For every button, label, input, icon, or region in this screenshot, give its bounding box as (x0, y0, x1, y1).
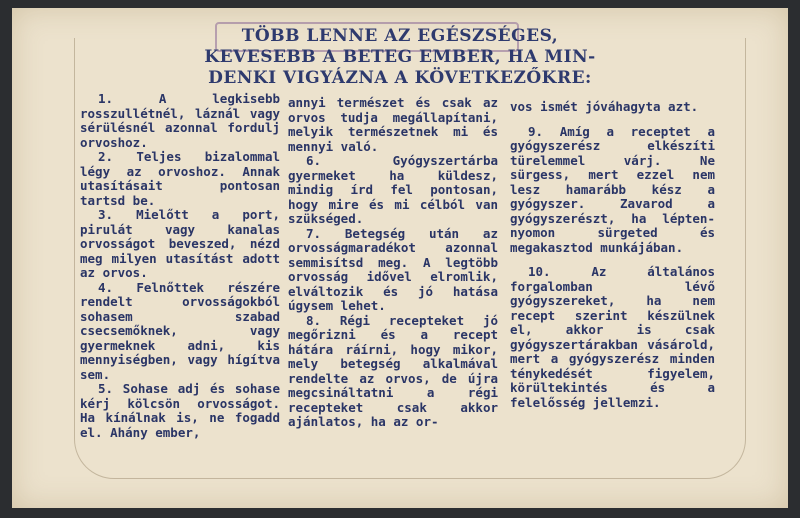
rule-4: 4. Felnőttek részére rendelt orvosságokból sohasem szabad csecsemőknek, vagy gyermeknek adni, kis mennyiségben, vagy hígítva sem. (80, 279, 280, 382)
page-title (150, 26, 650, 89)
rule-2: 2. Teljes bizalommal légy az orvoshoz. Annak utasításait pontosan tartsd be. (80, 149, 280, 208)
title-line-2: KEVESEBB A BETEG EMBER, HA MIN- (204, 47, 596, 67)
rule-5-continued: annyi természet és csak az orvos tudja megállapítani, melyik természetnek mi és mennyi való. (288, 95, 498, 154)
rule-8-continued: vos ismét jóváhagyta azt. (510, 99, 699, 114)
rule-6: 6. Gyógyszertárba gyermeket ha küldesz, mindig írd fel pontosan, hogy mire és mi célból van szükséged. (288, 153, 498, 226)
rule-1: 1. A legkisebb rosszullétnél, láznál vagy sérülésnél azonnal fordulj orvoshoz. (80, 91, 280, 150)
text-column-3 (510, 100, 715, 410)
rule-5: 5. Sohase adj és sohase kérj kölcsön orvosságot. Ha kínálnak is, ne fogadd el. Ahány ember, (80, 381, 280, 440)
rule-3: 3. Mielőtt a port, pirulát vagy kanalas orvosságot beveszed, nézd meg milyen utasítást adott az orvos. (80, 207, 280, 280)
rule-7: 7. Betegség után az orvosságmaradékot azonnal semmisítsd meg. A legtöbb orvosság idővel elromlik, elváltozik és jó hatása úgysem lehet. (288, 225, 498, 313)
text-column-2 (288, 96, 498, 430)
title-line-1: TÖBB LENNE AZ EGÉSZSÉGES, (241, 26, 559, 46)
title-line-3: DENKI VIGYÁZNA A KÖVETKEZŐKRE: (208, 68, 592, 88)
rule-8: 8. Régi recepteket jó megőrizni és a recept hátára ráírni, hogy mikor, mely betegség alkalmával rendelte az orvos, de újra megcsináltatni a régi recepteket csak akkor ajánlatos, ha az or- (288, 312, 498, 429)
rule-9: 9. Amíg a receptet a gyógyszerész elkészíti türelemmel várj. Ne sürgess, mert ezzel nem lesz hamarább kész a gyógyszer. Zavarod a gyógyszerészt, ha lépten-nyomon sürgeted és megakasztod munkájában. (510, 123, 715, 255)
text-column-1 (80, 92, 280, 440)
rule-10: 10. Az általános forgalomban lévő gyógyszereket, ha nem recept szerint készülnek el, akkor is csak gyógyszertárakban vásárold, mert a gyógyszerész minden ténykedését figyelem, körültekintés és a felelősség jellemzi. (510, 264, 715, 410)
